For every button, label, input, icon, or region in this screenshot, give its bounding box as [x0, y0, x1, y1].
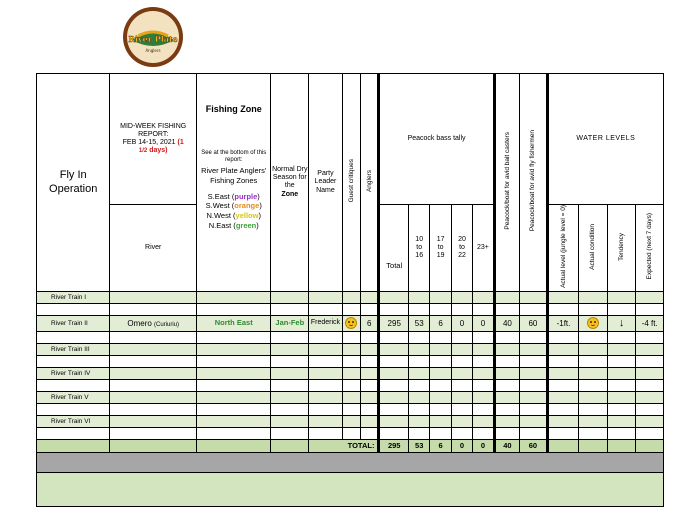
- river-plate-logo: [120, 6, 186, 68]
- river-name: Omero: [127, 318, 152, 328]
- zone-sw: S.West: [205, 201, 230, 211]
- fly-in-header: [37, 74, 110, 292]
- zone-nw-color: yellow: [235, 211, 259, 221]
- totals-row: [37, 439, 664, 452]
- water-levels-header: [547, 74, 663, 205]
- grp-b1: 17: [436, 235, 445, 243]
- group-20-22-header: [451, 205, 472, 292]
- grp-a3: 16: [415, 252, 424, 259]
- g2022-sum: 0: [451, 439, 472, 452]
- report-dates: FEB 14-15, 2021: [122, 139, 176, 146]
- fishing-zone-header: [197, 74, 271, 292]
- totals-label: TOTAL:: [309, 439, 379, 452]
- report-title: MID-WEEK FISHING REPORT:: [120, 122, 187, 138]
- grp-c2: to: [459, 243, 465, 251]
- green-band: [37, 472, 664, 506]
- group-23-header: [473, 205, 494, 292]
- fly-sum: 60: [520, 439, 548, 452]
- zone-sw-color: orange: [234, 201, 260, 211]
- fly-cell: 60: [520, 315, 548, 331]
- zone-legend: S.East (purple) S.West (orange) N.West (yellow) N.East (green): [205, 191, 262, 230]
- bait-casters-label: Peacock/boat for avid bait casters: [503, 132, 511, 230]
- zone-se: S.East: [207, 191, 230, 201]
- anglers-header: [361, 74, 379, 292]
- grp-b3: 19: [436, 252, 445, 259]
- zone-ne: N.East: [208, 220, 232, 230]
- group-10-16-header: [409, 205, 430, 292]
- report-days-close: days): [149, 147, 168, 155]
- river-cell: [110, 315, 197, 331]
- g2022-cell: 0: [451, 315, 472, 331]
- party-leader-header: [309, 74, 343, 292]
- expected-label: Expected (next 7 days): [645, 213, 653, 280]
- actual-level-label: Actual level (jungle level = 0): [559, 205, 567, 288]
- grp-a1: 10: [415, 235, 424, 243]
- train-label: River Train III: [37, 343, 110, 355]
- grp-d1: 23+: [477, 243, 489, 251]
- expected-header: [636, 205, 664, 292]
- bait-cell: 40: [494, 315, 519, 331]
- group-17-19-header: [430, 205, 451, 292]
- logo-text: River Plate: [128, 34, 178, 44]
- zone-ne-color: green: [235, 220, 257, 230]
- table-row: [37, 315, 664, 331]
- total-cell: 295: [379, 315, 409, 331]
- logo-subtext: Anglers: [145, 48, 161, 53]
- grp-a2: to: [416, 243, 423, 251]
- total-header: [379, 205, 409, 292]
- total-label: Total: [386, 261, 403, 271]
- expected-cell: -4 ft.: [636, 315, 664, 331]
- fly-fishermen-label: Peacock/boat for avid fly fishermen: [529, 130, 537, 232]
- fishing-report-table: [36, 73, 664, 507]
- tendency-header: [607, 205, 636, 292]
- g1016-sum: 53: [409, 439, 430, 452]
- fishing-zone-title: Fishing Zone: [205, 104, 262, 114]
- season-zone-label: Zone: [281, 190, 299, 198]
- zone-note: See at the bottom of this report:: [201, 150, 267, 164]
- anglers-cell: 6: [361, 315, 379, 331]
- train-label: River Train V: [37, 391, 110, 403]
- grp-c3: 22: [458, 252, 466, 259]
- gray-band: [37, 452, 664, 472]
- g1719-cell: 6: [430, 315, 451, 331]
- water-levels-label: WATER LEVELS: [576, 134, 636, 142]
- grp-b2: to: [437, 243, 444, 251]
- table-row: [37, 391, 664, 403]
- table-row: [37, 415, 664, 427]
- train-label: River Train IV: [37, 367, 110, 379]
- season-header: [271, 74, 309, 292]
- bait-casters-header: [494, 74, 519, 292]
- tally-header: [379, 74, 494, 205]
- actual-condition-header: [579, 205, 608, 292]
- zone-se-color: purple: [234, 191, 258, 201]
- down-arrow-icon: ↓: [607, 315, 636, 331]
- party-leader-label: Party Leader Name: [314, 170, 337, 194]
- report-title-cell: [110, 74, 197, 205]
- train-label: River Train I: [37, 291, 110, 303]
- guest-critiques-header: [342, 74, 360, 292]
- actual-condition-label: Actual condition: [589, 223, 597, 270]
- train-label: River Train II: [37, 315, 110, 331]
- zone-cell: North East: [197, 315, 271, 331]
- zone-nw: N.West: [206, 211, 231, 221]
- fly-in-label: Fly In Operation: [49, 168, 98, 196]
- tally-label: Peacock bass tally: [407, 134, 466, 142]
- table-row: [37, 291, 664, 303]
- smiley-icon: [587, 317, 599, 329]
- g23-cell: 0: [473, 315, 494, 331]
- river-subname: (Curiuriu): [154, 321, 180, 328]
- tendency-label: Tendency: [617, 232, 625, 261]
- season-cell: Jan-Feb: [271, 315, 309, 331]
- fly-fishermen-header: [520, 74, 548, 292]
- level-cell: -1ft.: [547, 315, 579, 331]
- bait-sum: 40: [494, 439, 519, 452]
- zone-source: River Plate Anglers' Fishing Zones: [201, 166, 267, 185]
- g1719-sum: 6: [430, 439, 451, 452]
- season-label: Normal Dry Season for the: [272, 166, 308, 190]
- river-header: [110, 205, 197, 292]
- total-sum: 295: [379, 439, 409, 452]
- anglers-label: Anglers: [365, 169, 373, 192]
- train-label: River Train VI: [37, 415, 110, 427]
- river-label: River: [145, 243, 162, 251]
- g1016-cell: 53: [409, 315, 430, 331]
- condition-cell: [579, 315, 608, 331]
- guest-critiques-label: Guest critiques: [347, 159, 355, 203]
- smiley-icon: [345, 317, 357, 329]
- g23-sum: 0: [473, 439, 494, 452]
- grp-c1: 20: [458, 235, 466, 243]
- report-days-fraction: 1/2: [138, 148, 148, 155]
- table-row: [37, 367, 664, 379]
- table-row: [37, 343, 664, 355]
- leader-cell: Frederick: [309, 315, 343, 331]
- report-days-open: (1: [177, 139, 184, 146]
- guest-critique-cell: [342, 315, 360, 331]
- actual-level-header: [547, 205, 579, 292]
